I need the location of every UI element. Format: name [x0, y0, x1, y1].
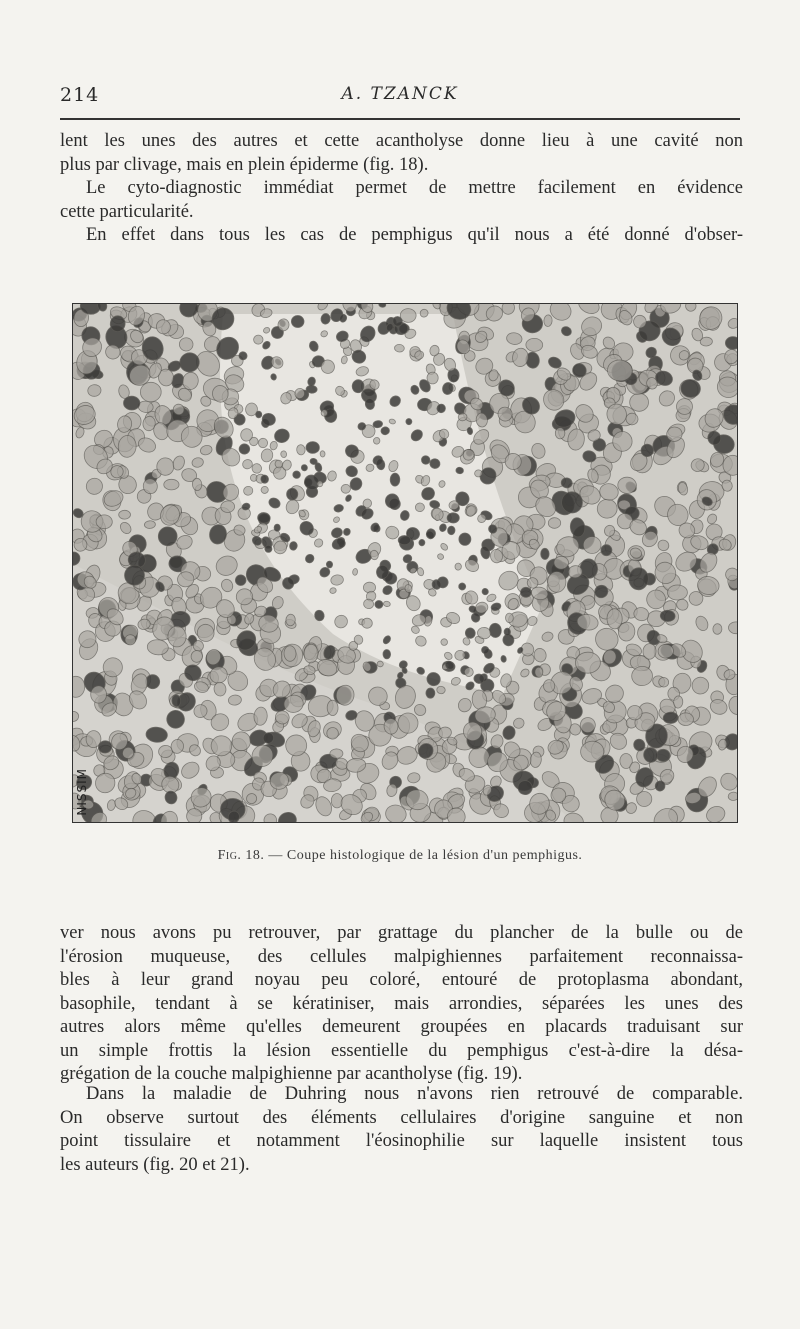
cell-nucleus [265, 545, 273, 552]
cell-nucleus [658, 644, 674, 659]
cell-nucleus [541, 548, 550, 559]
text-line: ver nous avons pu retrouver, par grattage du plancher de la bulle ou de [60, 923, 743, 943]
text-line: bles à leur grand noyau peu coloré, entouré de protoplasma abondant, [60, 970, 743, 990]
text-line: les auteurs (fig. 20 et 21). [60, 1154, 250, 1175]
text-line: basophile, tendant à se kératiniser, mais arrondies, séparées les unes des [60, 993, 743, 1014]
cell-nucleus [123, 396, 140, 410]
cell-nucleus [96, 515, 112, 529]
cell-nucleus [676, 398, 692, 414]
text-line: On observe surtout des éléments cellulaires d'origine sanguine et non [60, 1107, 743, 1128]
cell-nucleus [390, 473, 400, 486]
cell-nucleus [678, 713, 694, 726]
cell-nucleus [656, 749, 670, 762]
cell-nucleus [613, 431, 633, 451]
cell-nucleus [286, 614, 296, 626]
cell-nucleus [505, 613, 513, 623]
cell-nucleus [383, 649, 391, 659]
cell-nucleus [713, 623, 723, 634]
cell-nucleus [455, 563, 462, 571]
cell-nucleus [140, 382, 161, 402]
cell-nucleus [236, 589, 253, 605]
cell-nucleus [284, 645, 297, 661]
page-header [60, 84, 740, 114]
cell-nucleus [555, 427, 565, 439]
paragraph-2 [60, 177, 743, 224]
text-line: Le cyto-diagnostic immédiat permet de mettre facilement en évidence [86, 178, 743, 198]
cell-nucleus [291, 315, 304, 327]
cell-nucleus [427, 372, 438, 384]
cell-nucleus [320, 451, 325, 458]
cell-nucleus [377, 661, 384, 667]
cell-nucleus [631, 666, 652, 686]
cell-nucleus [535, 667, 543, 677]
text-line: autres alors même qu'elles demeurent groupées en placards traduisant sur [60, 1017, 743, 1037]
text-line: En effet dans tous les cas de pemphigus qu'il nous a été donné d'obser- [86, 225, 743, 245]
cell-nucleus [426, 688, 435, 698]
cell-nucleus [667, 585, 687, 600]
cell-nucleus [352, 568, 358, 575]
cell-nucleus [119, 510, 131, 519]
cell-nucleus [330, 749, 343, 759]
cell-nucleus [327, 700, 338, 716]
cell-nucleus [455, 467, 464, 475]
cell-nucleus [607, 609, 623, 629]
cell-nucleus [419, 539, 425, 546]
text-line: plus par clivage, mais en plein épiderme (fig. 18). [60, 154, 429, 175]
running-head: A. TZANCK [341, 84, 459, 104]
cell-nucleus [157, 458, 175, 476]
cell-nucleus [583, 537, 601, 554]
histology-micrograph-illustration [73, 304, 737, 822]
text-line: grégation de la couche malpighienne par acantholyse (fig. 19). [60, 1064, 523, 1084]
cell-nucleus [459, 533, 472, 546]
text-line: point tissulaire et notamment l'éosinophilie sur laquelle insistent tous [60, 1131, 743, 1151]
cell-nucleus [253, 335, 263, 345]
figure-caption-text: — Coupe histologique de la lésion d'un pemphigus. [264, 848, 583, 863]
text-line: l'érosion muqueuse, des cellules malpighiennes parfaitement reconnaissa- [60, 946, 743, 967]
cell-nucleus [168, 626, 186, 647]
cell-nucleus [636, 791, 652, 807]
cell-nucleus [548, 572, 566, 593]
cell-nucleus [341, 484, 351, 494]
figure-caption [60, 848, 740, 864]
cell-nucleus [548, 517, 561, 528]
artist-signature: NISSIM [75, 768, 89, 816]
cell-nucleus [394, 344, 404, 352]
cell-nucleus [406, 418, 412, 425]
cell-nucleus [398, 713, 419, 734]
paragraph-3 [60, 224, 743, 248]
cell-nucleus [543, 680, 554, 693]
cell-nucleus [398, 535, 411, 544]
cell-nucleus [575, 652, 601, 674]
text-line: lent les unes des autres et cette acantholyse donne lieu à une cavité non [60, 131, 743, 151]
histology-figure [72, 303, 738, 823]
page-number: 214 [60, 84, 100, 106]
cell-nucleus [326, 561, 333, 568]
cell-nucleus [520, 587, 532, 598]
cell-nucleus [441, 639, 448, 646]
text-line: Dans la maladie de Duhring nous n'avons rien retrouvé de comparable. [86, 1084, 743, 1104]
cell-nucleus [400, 308, 416, 322]
cell-nucleus [526, 338, 543, 351]
paragraph-5 [60, 1083, 743, 1177]
figure-label: Fig. 18. [217, 848, 265, 863]
cell-nucleus [274, 524, 280, 531]
cell-nucleus [306, 385, 317, 393]
cell-nucleus [554, 556, 569, 569]
cell-nucleus [321, 410, 327, 417]
text-line: cette particularité. [60, 201, 194, 222]
cell-nucleus [504, 628, 511, 636]
text-line: un simple frottis la lésion essentielle du pemphigus c'est-à-dire la désa- [60, 1040, 743, 1061]
cell-nucleus [144, 520, 156, 528]
cell-nucleus [474, 470, 482, 478]
cell-nucleus [447, 513, 459, 523]
cell-nucleus [447, 526, 455, 535]
paragraph-4 [60, 922, 743, 1087]
header-rule [60, 118, 740, 120]
cell-nucleus [90, 685, 106, 703]
cell-nucleus [551, 788, 567, 803]
cell-nucleus [362, 618, 372, 628]
cell-nucleus [164, 479, 179, 490]
paragraph-1 [60, 130, 743, 177]
